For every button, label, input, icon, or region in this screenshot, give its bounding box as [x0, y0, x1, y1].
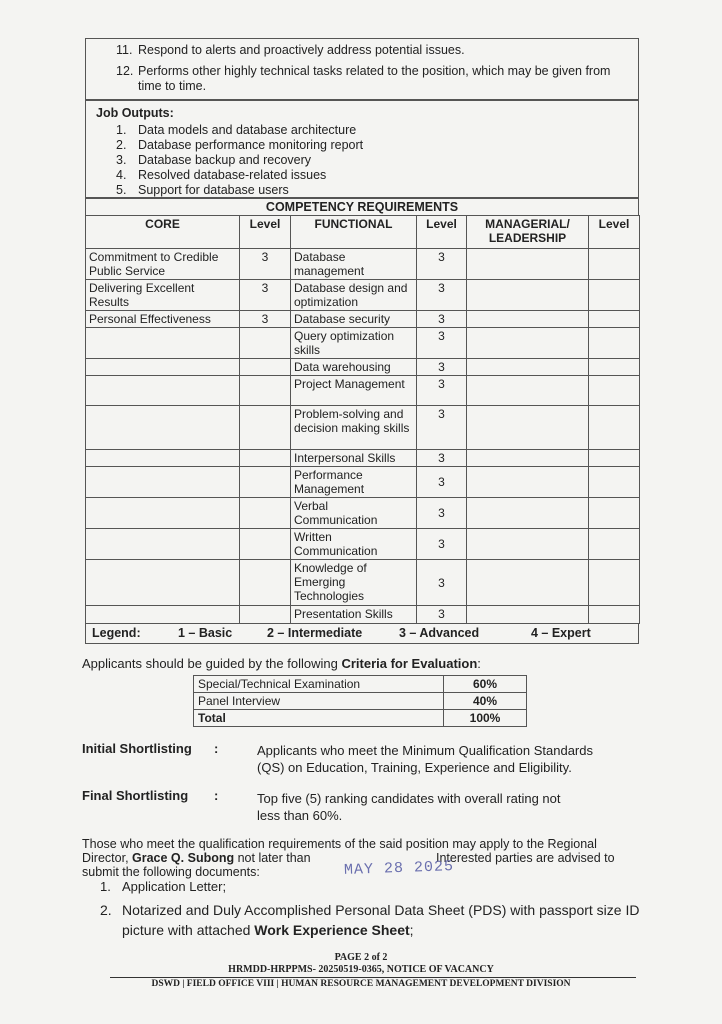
date-received-stamp: MAY 28 2025 — [343, 858, 455, 879]
legend-intermediate: 2 – Intermediate — [267, 626, 363, 640]
job-outputs-list — [116, 123, 616, 198]
final-shortlisting-text: Top five (5) ranking candidates with overall rating not less than 60%. — [257, 791, 561, 823]
managerial-cell — [467, 450, 589, 467]
functional-cell: Database management — [291, 249, 417, 280]
core-level-cell — [240, 606, 291, 624]
managerial-cell — [467, 560, 589, 606]
managerial-level-cell — [589, 606, 640, 624]
list-item — [116, 153, 616, 168]
core-level-cell — [240, 376, 291, 406]
table-row — [86, 498, 640, 529]
functional-level-cell: 3 — [417, 328, 467, 359]
managerial-cell — [467, 406, 589, 450]
table-row — [86, 359, 640, 376]
core-cell — [86, 560, 240, 606]
managerial-level-cell — [589, 359, 640, 376]
table-row — [86, 467, 640, 498]
managerial-cell — [467, 311, 589, 328]
managerial-cell — [467, 359, 589, 376]
managerial-cell — [467, 249, 589, 280]
footer-organization: DSWD | FIELD OFFICE VIII | HUMAN RESOURCE MANAGEMENT DEVELOPMENT DIVISION — [151, 979, 571, 989]
page-number: PAGE 2 of 2 — [334, 952, 388, 963]
functional-level-cell: 3 — [417, 529, 467, 560]
competency-table — [85, 215, 640, 624]
criteria-value: 60% — [444, 676, 527, 693]
core-cell — [86, 359, 240, 376]
final-shortlisting-colon: : — [214, 788, 219, 803]
list-item — [100, 900, 640, 940]
table-row — [86, 311, 640, 328]
item-number: 2. — [100, 902, 112, 918]
item-text — [122, 900, 640, 940]
criteria-intro-bold: Criteria for Evaluation — [341, 656, 478, 671]
functional-header: FUNCTIONAL — [291, 216, 417, 249]
managerial-level-cell — [589, 328, 640, 359]
criteria-intro-suffix: : — [477, 656, 481, 671]
managerial-level-cell — [589, 249, 640, 280]
list-item — [116, 138, 616, 153]
table-row — [86, 328, 640, 359]
functional-level-cell: 3 — [417, 376, 467, 406]
item-text: Data models and database architecture — [138, 123, 357, 137]
initial-shortlisting-colon: : — [214, 741, 219, 756]
functional-cell: Interpersonal Skills — [291, 450, 417, 467]
core-level-cell: 3 — [240, 249, 291, 280]
managerial-level-cell — [589, 560, 640, 606]
core-cell — [86, 498, 240, 529]
managerial-cell — [467, 529, 589, 560]
item-text: Database backup and recovery — [138, 153, 312, 167]
managerial-cell — [467, 376, 589, 406]
item-text-bold: Work Experience Sheet — [254, 922, 410, 938]
functional-level-cell: 3 — [417, 406, 467, 450]
core-level-cell — [240, 498, 291, 529]
functional-level-cell: 3 — [417, 606, 467, 624]
duty-item — [116, 64, 631, 94]
functional-level-header: Level — [417, 216, 467, 249]
legend-label: Legend: — [92, 626, 141, 640]
core-level-header: Level — [240, 216, 291, 249]
item-number: 1. — [116, 123, 127, 137]
list-item — [116, 183, 616, 198]
table-row — [86, 529, 640, 560]
competency-header-row — [86, 216, 640, 249]
table-row — [86, 606, 640, 624]
criteria-value: 40% — [444, 693, 527, 710]
regional-director-name: Grace Q. Subong — [132, 851, 235, 865]
application-line-2-mid: not later than — [234, 851, 311, 865]
table-row — [194, 693, 527, 710]
functional-level-cell: 3 — [417, 280, 467, 311]
criteria-label: Panel Interview — [194, 693, 444, 710]
item-number: 1. — [100, 879, 111, 894]
functional-level-cell: 3 — [417, 359, 467, 376]
item-text-prefix: Notarized and Duly Accomplished Personal Data Sheet (PDS) with passport size ID picture with attached — [122, 902, 640, 938]
duties-section — [85, 38, 639, 100]
functional-cell: Verbal Communication — [291, 498, 417, 529]
item-number: 3. — [116, 153, 127, 167]
core-level-cell — [240, 529, 291, 560]
application-line-3: submit the following documents: — [82, 865, 260, 879]
core-level-cell — [240, 467, 291, 498]
core-cell — [86, 606, 240, 624]
core-level-cell — [240, 359, 291, 376]
item-number: 4. — [116, 168, 127, 182]
initial-shortlisting-label: Initial Shortlisting — [82, 741, 192, 756]
footer-rule — [110, 977, 636, 978]
table-row — [86, 376, 640, 406]
core-header: CORE — [86, 216, 240, 249]
core-cell — [86, 328, 240, 359]
legend-expert: 4 – Expert — [531, 626, 591, 640]
core-cell — [86, 529, 240, 560]
functional-cell: Query optimization skills — [291, 328, 417, 359]
functional-cell: Knowledge of Emerging Technologies — [291, 560, 417, 606]
criteria-table — [193, 675, 527, 727]
list-item — [116, 123, 616, 138]
core-cell — [86, 406, 240, 450]
managerial-level-header: Level — [589, 216, 640, 249]
functional-level-cell: 3 — [417, 498, 467, 529]
item-text: Resolved database-related issues — [138, 168, 327, 182]
core-cell — [86, 467, 240, 498]
criteria-intro — [82, 656, 481, 671]
legend-advanced: 3 – Advanced — [399, 626, 480, 640]
core-level-cell — [240, 450, 291, 467]
criteria-value: 100% — [444, 710, 527, 727]
managerial-cell — [467, 467, 589, 498]
application-line-2-prefix: Director, — [82, 851, 133, 865]
functional-level-cell: 3 — [417, 467, 467, 498]
list-item — [100, 879, 640, 895]
functional-cell: Problem-solving and decision making skills — [291, 406, 417, 450]
table-row — [86, 406, 640, 450]
managerial-cell — [467, 498, 589, 529]
item-text: Database performance monitoring report — [138, 138, 364, 152]
job-outputs-section — [85, 100, 639, 198]
core-level-cell — [240, 328, 291, 359]
managerial-level-cell — [589, 467, 640, 498]
core-cell: Delivering Excellent Results — [86, 280, 240, 311]
table-row — [194, 676, 527, 693]
functional-level-cell: 3 — [417, 450, 467, 467]
functional-cell: Written Communication — [291, 529, 417, 560]
item-number: 2. — [116, 138, 127, 152]
core-level-cell: 3 — [240, 311, 291, 328]
reference-number: HRMDD-HRPPMS- 20250519-0365, NOTICE OF VACANCY — [228, 964, 494, 975]
item-text: Application Letter; — [122, 879, 227, 894]
core-cell — [86, 376, 240, 406]
managerial-cell — [467, 280, 589, 311]
functional-cell: Data warehousing — [291, 359, 417, 376]
job-outputs-heading: Job Outputs: — [96, 106, 174, 120]
managerial-level-cell — [589, 280, 640, 311]
core-level-cell — [240, 406, 291, 450]
managerial-level-cell — [589, 376, 640, 406]
core-cell: Commitment to Credible Public Service — [86, 249, 240, 280]
managerial-level-cell — [589, 406, 640, 450]
managerial-level-cell — [589, 498, 640, 529]
functional-cell: Database security — [291, 311, 417, 328]
functional-cell: Presentation Skills — [291, 606, 417, 624]
application-line-1: Those who meet the qualification requirements of the said position may apply to the Regional — [82, 837, 597, 851]
criteria-intro-prefix: Applicants should be guided by the following — [82, 656, 342, 671]
table-row — [86, 280, 640, 311]
core-level-cell: 3 — [240, 280, 291, 311]
competency-section — [85, 198, 639, 644]
table-row — [86, 560, 640, 606]
application-line-2-suffix: Interested parties are advised to — [436, 851, 615, 865]
item-number: 5. — [116, 183, 127, 197]
item-text: Support for database users — [138, 183, 289, 197]
table-row — [86, 249, 640, 280]
core-cell — [86, 450, 240, 467]
criteria-label: Special/Technical Examination — [194, 676, 444, 693]
managerial-level-cell — [589, 450, 640, 467]
duty-item — [116, 43, 631, 58]
duty-text: Performs other highly technical tasks related to the position, which may be given from time to time. — [138, 64, 611, 93]
managerial-level-cell — [589, 529, 640, 560]
functional-cell: Database design and optimization — [291, 280, 417, 311]
criteria-label: Total — [194, 710, 444, 727]
duty-text: Respond to alerts and proactively address potential issues. — [138, 43, 465, 57]
legend-basic: 1 – Basic — [178, 626, 233, 640]
documents-list — [100, 879, 640, 940]
core-cell: Personal Effectiveness — [86, 311, 240, 328]
final-shortlisting-label: Final Shortlisting — [82, 788, 189, 803]
core-level-cell — [240, 560, 291, 606]
functional-level-cell: 3 — [417, 311, 467, 328]
functional-cell: Project Management — [291, 376, 417, 406]
item-text-suffix: ; — [409, 922, 414, 938]
initial-shortlisting-text: Applicants who meet the Minimum Qualification Standards (QS) on Education, Training, Experience and Eligibility. — [257, 743, 593, 775]
table-row — [194, 710, 527, 727]
managerial-cell — [467, 606, 589, 624]
functional-cell: Performance Management — [291, 467, 417, 498]
list-item — [116, 168, 616, 183]
managerial-level-cell — [589, 311, 640, 328]
managerial-cell — [467, 328, 589, 359]
table-row — [86, 450, 640, 467]
duty-number: 12. — [116, 64, 134, 78]
functional-level-cell: 3 — [417, 249, 467, 280]
functional-level-cell: 3 — [417, 560, 467, 606]
competency-title: COMPETENCY REQUIREMENTS — [85, 198, 639, 215]
managerial-header: MANAGERIAL/ LEADERSHIP — [467, 216, 589, 249]
legend-row — [85, 624, 639, 644]
duty-number: 11. — [116, 43, 133, 57]
